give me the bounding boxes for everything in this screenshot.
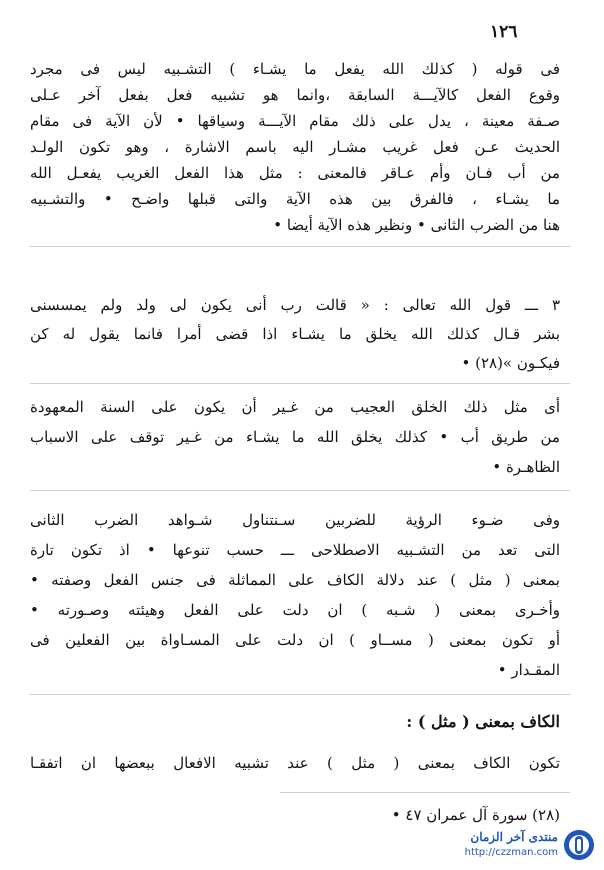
paragraph-4-line-5: أو تكون بمعنى ( مســاو ) ان دلت على المسـاواة بين الفعلين فى: [30, 631, 560, 649]
paragraph-4-line-1: وفى ضـوء الرؤية للضربين سـنتناول شـواهد الضرب الثانى: [30, 511, 560, 529]
footnote-divider: [280, 792, 570, 793]
paragraph-1-line-1: فى قوله ( كذلك الله يفعل ما يشـاء ) التشـبيه ليس فى مجرد: [30, 60, 560, 78]
paragraph-4-line-4: وأخـرى بمعنى ( شـبه ) ان دلت على الفعل وهيئته وصـورته •: [30, 601, 560, 619]
paragraph-1-line-3: صـفة معينة ، يدل على ذلك مقام الآيـــة وسياقها • لأن الآية فى مقام: [30, 112, 560, 130]
paragraph-1-line-6: ما يشـاء ، فالفرق بين هذه الآية والتى قبلها واضـح • والتشـبيه: [30, 190, 560, 208]
watermark-url: http://czzman.com: [464, 847, 558, 858]
paragraph-1-line-2: وقوع الفعل كالآيـــة السابقة ،وانما هو تشبيه فعل بفعل آخر عـلى: [30, 86, 560, 104]
page-number: ١٢٦: [490, 22, 518, 42]
watermark-title: منتدى آخر الزمان: [470, 830, 558, 844]
paragraph-1-line-4: الحديث عـن فعل غريب مشـار اليه باسم الاشارة ، وهو تكون الولـد: [30, 138, 560, 156]
section-divider: [30, 694, 570, 695]
paragraph-1-line-7: هنا من الضرب الثانى • ونظير هذه الآية أيضا •: [273, 216, 560, 234]
paragraph-3-line-1: أى مثل ذلك الخلق العجيب من غـير أن يكون على السنة المعهودة: [30, 398, 560, 416]
paragraph-3-line-3: الظاهـرة •: [492, 458, 560, 476]
paragraph-2-line-1: ٣ ـــ قول الله تعالى : « قالت رب أنى يكون لى ولد ولم يمسسنى: [30, 296, 560, 314]
site-logo-icon: [562, 828, 596, 862]
footnote: (٢٨) سورة آل عمران ٤٧ •: [391, 806, 560, 824]
paragraph-1-line-5: من أب فـان وأم عـاقر فالمعنى : مثل هذا الفعل الغريب يفعـل الله: [30, 164, 560, 182]
section-divider: [30, 383, 570, 384]
paragraph-4-line-2: التى تعد من التشـبيه الاصطلاحى ـــ حسب تنوعها • اذ تكون تارة: [30, 541, 560, 559]
paragraph-4-line-3: بمعنى ( مثل ) عند دلالة الكاف على المماثلة فى جنس الفعل وصفته •: [30, 571, 560, 589]
section-divider: [30, 490, 570, 491]
body-last-line: تكون الكاف بمعنى ( مثل ) عند تشبيه الافعال ببعضها ان اتفقـا: [30, 754, 560, 772]
paragraph-2-line-2: بشر قـال كذلك الله يخلق ما يشـاء اذا قضى أمرا فانما يقول له كن: [30, 325, 560, 343]
paragraph-3-line-2: من طريق أب • كذلك يخلق الله ما يشـاء من غـير توقف على الاسباب: [30, 428, 560, 446]
site-watermark: [420, 828, 598, 864]
section-heading: الكاف بمعنى ( مثل ) :: [406, 712, 560, 731]
paragraph-4-line-6: المقـدار •: [497, 661, 560, 679]
section-divider: [30, 246, 570, 247]
paragraph-2-line-3: فيكـون »(٢٨) •: [461, 354, 560, 372]
